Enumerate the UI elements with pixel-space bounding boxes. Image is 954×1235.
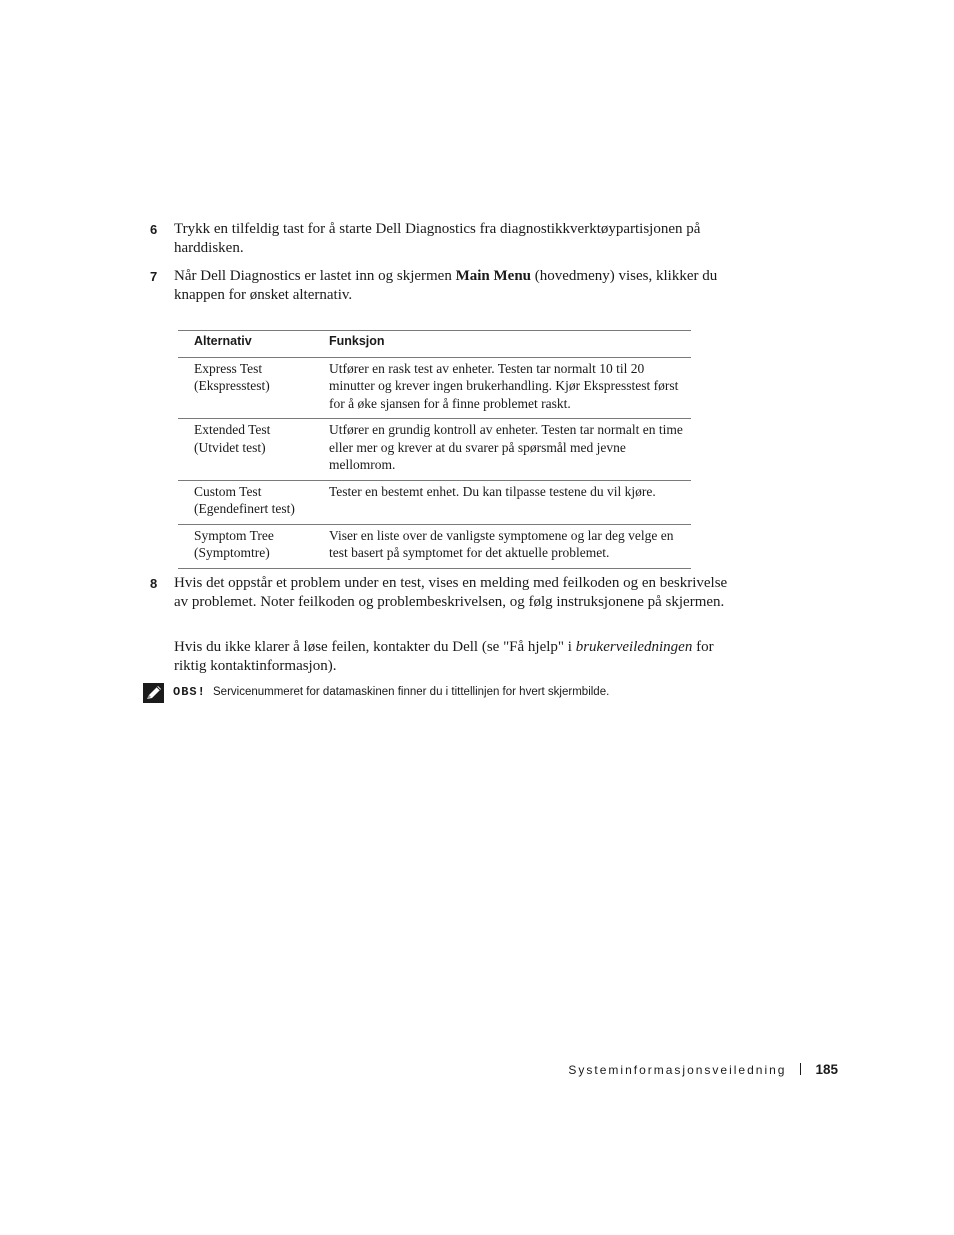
table-header-row — [178, 331, 691, 358]
step-text-before: Når Dell Diagnostics er lastet inn og skjermen — [174, 268, 456, 284]
table-row — [178, 357, 691, 419]
step-text-after: (hovedmeny) vises, klikker du knappen for ønsket alternativ. — [174, 268, 718, 303]
step-number: 6 — [150, 222, 158, 237]
table-row — [178, 524, 691, 568]
note-label: OBS! — [173, 685, 206, 699]
user-guide-title: brukerveiledningen — [575, 639, 693, 655]
step-text: Hvis det oppstår et problem under en test, vises en melding med feilkoden og en beskrivelse av problemet. Noter feilkoden og problembeskrivelsen, og følg instruksjonene på skjermen. — [174, 575, 728, 610]
option-name: Symptom Tree — [194, 527, 274, 543]
option-name: Custom Test — [194, 483, 262, 499]
step-number: 8 — [150, 576, 158, 591]
footer-section-title: Systeminformasjonsveiledning — [568, 1063, 787, 1077]
note-callout — [143, 683, 743, 705]
step-text — [174, 267, 730, 305]
option-name-cell — [178, 524, 329, 568]
option-function: Tester en bestemt enhet. Du kan tilpasse testene du vil kjøre. — [329, 480, 691, 524]
option-name-cell — [178, 357, 329, 419]
table-row — [178, 419, 691, 481]
option-name: Express Test — [194, 360, 263, 376]
step-7 — [150, 267, 730, 305]
column-header-funksjon: Funksjon — [329, 331, 691, 358]
page-number: 185 — [815, 1062, 838, 1077]
followup-text-after: for riktig kontaktinformasjon). — [174, 639, 714, 674]
note-text: Servicenummeret for datamaskinen finner du i tittellinjen for hvert skjermbilde. — [213, 686, 610, 698]
table-row — [178, 480, 691, 524]
option-name-cell — [178, 480, 329, 524]
option-name-translation: (Ekspresstest) — [194, 378, 270, 393]
step-number: 7 — [150, 269, 158, 284]
option-name-translation: (Symptomtre) — [194, 545, 270, 560]
followup-text-before: Hvis du ikke klarer å løse feilen, kontakter du Dell (se "Få hjelp" i — [174, 639, 576, 655]
option-function: Viser en liste over de vanligste symptomene og lar deg velge en test basert på symptomet for det aktuelle problemet. — [329, 524, 691, 568]
main-menu-term: Main Menu — [455, 268, 532, 284]
option-name-translation: (Utvidet test) — [194, 439, 266, 455]
column-header-alternativ: Alternativ — [178, 331, 329, 358]
option-function: Utfører en rask test av enheter. Testen tar normalt 10 til 20 minutter og krever ingen brukerhandling. Kjør Ekspresstest først for å øke sjansen for å finne problemet raskt. — [329, 357, 691, 419]
step-text: Trykk en tilfeldig tast for å starte Dell Diagnostics fra diagnostikkverktøypartisjonen på harddisken. — [174, 221, 701, 256]
option-name: Extended Test — [194, 422, 271, 437]
followup-paragraph — [174, 638, 734, 676]
option-name-cell — [178, 419, 329, 481]
step-8 — [150, 574, 730, 612]
page-footer — [568, 1062, 838, 1077]
pencil-note-icon — [143, 683, 164, 703]
footer-divider — [800, 1063, 801, 1075]
option-function: Utfører en grundig kontroll av enheter. Testen tar normalt en time eller mer og krever at du svarer på spørsmål med jevne mellomrom. — [329, 419, 691, 481]
diagnostics-options-table — [178, 330, 691, 569]
option-name-translation: (Egendefinert test) — [194, 501, 295, 516]
step-6 — [150, 220, 730, 258]
